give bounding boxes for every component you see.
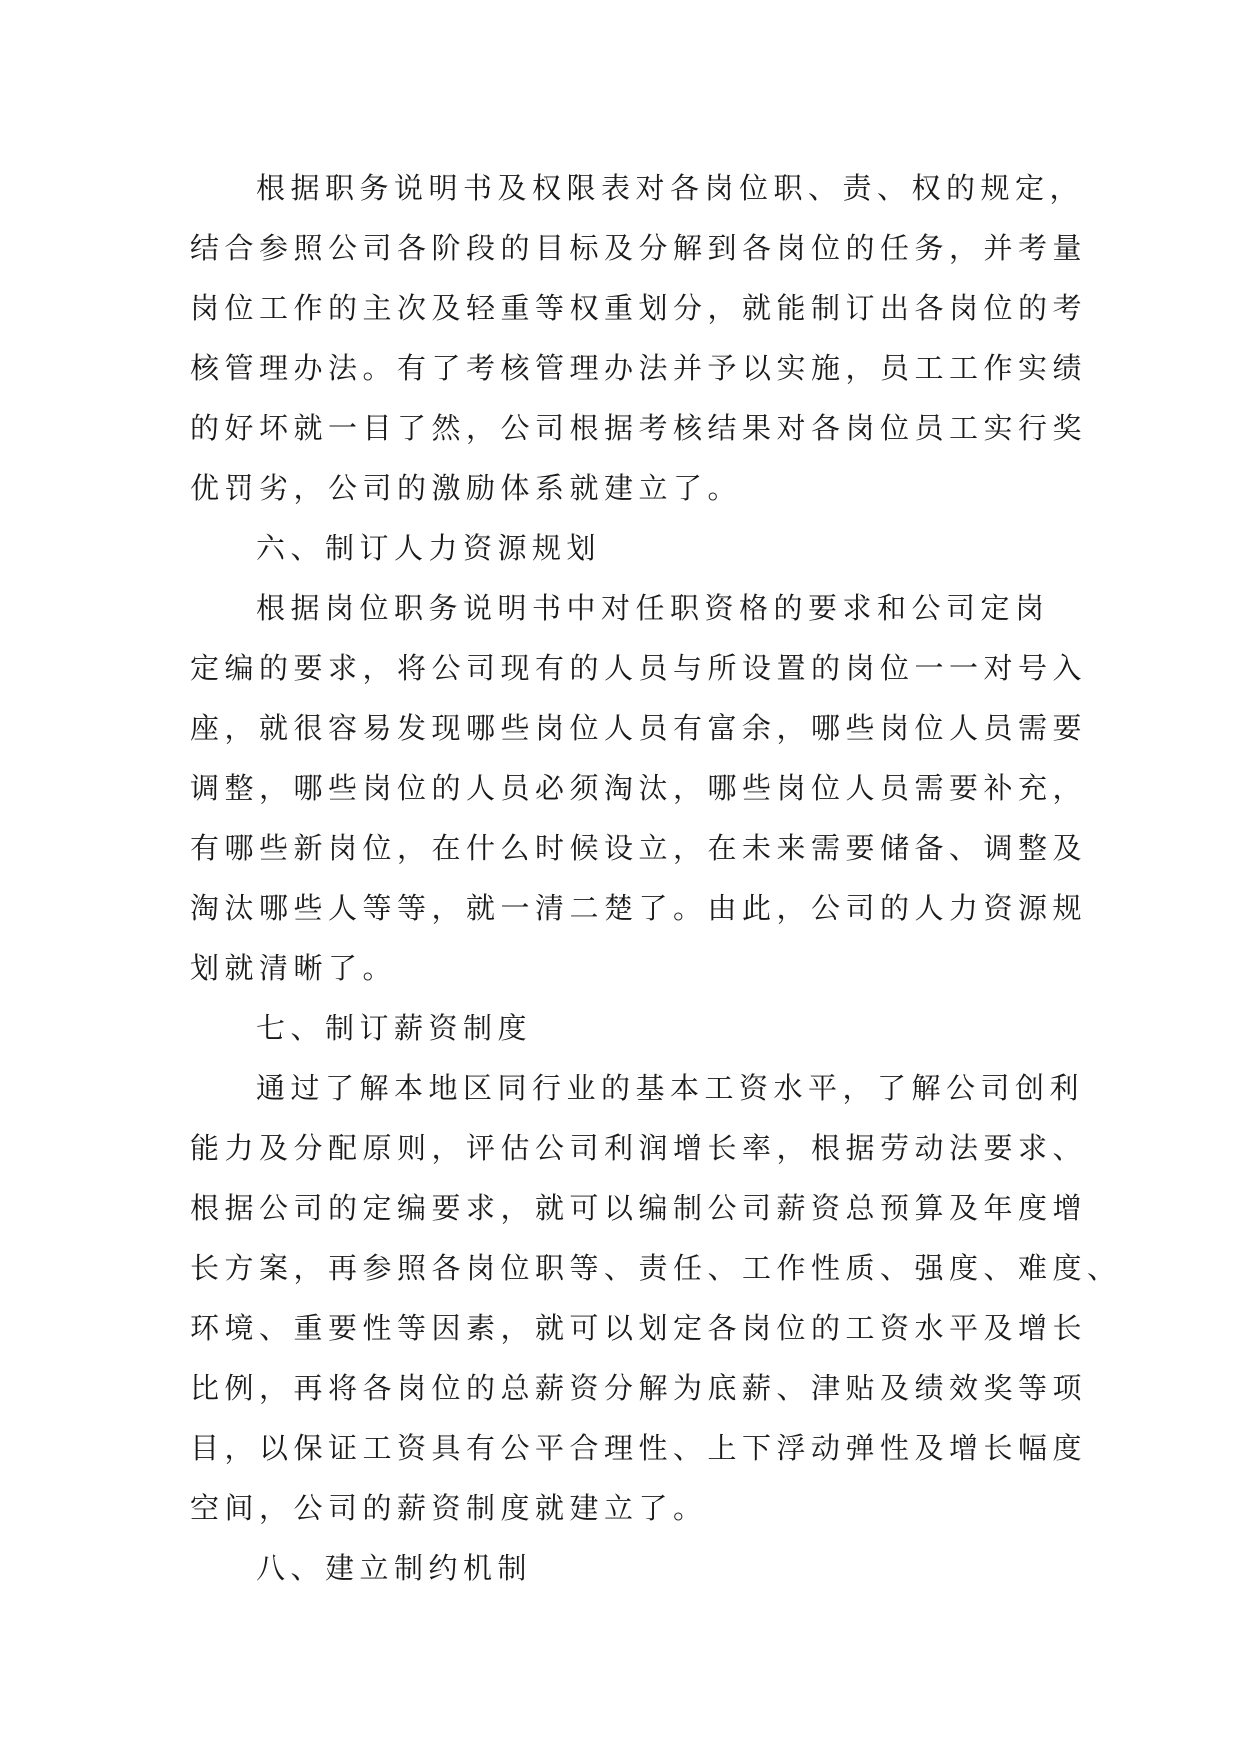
text-line: 核管理办法。有了考核管理办法并予以实施，员工工作实绩 <box>190 351 1088 385</box>
text-line: 的好坏就一目了然，公司根据考核结果对各岗位员工实行奖 <box>190 411 1088 445</box>
section-heading: 八、建立制约机制 <box>256 1551 533 1585</box>
text-line: 座，就很容易发现哪些岗位人员有富余，哪些岗位人员需要 <box>190 711 1088 745</box>
text-line: 定编的要求，将公司现有的人员与所设置的岗位一一对号入 <box>190 651 1088 685</box>
text-line: 长方案，再参照各岗位职等、责任、工作性质、强度、难度、 <box>190 1251 1122 1285</box>
text-line: 有哪些新岗位，在什么时候设立，在未来需要储备、调整及 <box>190 831 1088 865</box>
text-line: 根据职务说明书及权限表对各岗位职、责、权的规定， <box>256 171 1085 205</box>
text-line: 结合参照公司各阶段的目标及分解到各岗位的任务，并考量 <box>190 231 1088 265</box>
text-line: 根据公司的定编要求，就可以编制公司薪资总预算及年度增 <box>190 1191 1088 1225</box>
text-line: 淘汰哪些人等等，就一清二楚了。由此，公司的人力资源规 <box>190 891 1088 925</box>
document-body <box>190 158 1122 1598</box>
text-line: 岗位工作的主次及轻重等权重划分，就能制订出各岗位的考 <box>190 291 1088 325</box>
section-heading: 六、制订人力资源规划 <box>256 531 602 565</box>
section-heading: 七、制订薪资制度 <box>256 1011 533 1045</box>
text-line: 根据岗位职务说明书中对任职资格的要求和公司定岗 <box>256 591 1050 625</box>
text-line: 比例，再将各岗位的总薪资分解为底薪、津贴及绩效奖等项 <box>190 1371 1088 1405</box>
text-line: 划就清晰了。 <box>190 951 398 985</box>
text-line: 能力及分配原则，评估公司利润增长率，根据劳动法要求、 <box>190 1131 1088 1165</box>
text-line: 调整，哪些岗位的人员必须淘汰，哪些岗位人员需要补充， <box>190 771 1088 805</box>
text-line: 空间，公司的薪资制度就建立了。 <box>190 1491 708 1525</box>
text-line: 通过了解本地区同行业的基本工资水平，了解公司创利 <box>256 1071 1085 1105</box>
text-line: 环境、重要性等因素，就可以划定各岗位的工资水平及增长 <box>190 1311 1088 1345</box>
text-line: 优罚劣，公司的激励体系就建立了。 <box>190 471 743 505</box>
text-line: 目，以保证工资具有公平合理性、上下浮动弹性及增长幅度 <box>190 1431 1088 1465</box>
